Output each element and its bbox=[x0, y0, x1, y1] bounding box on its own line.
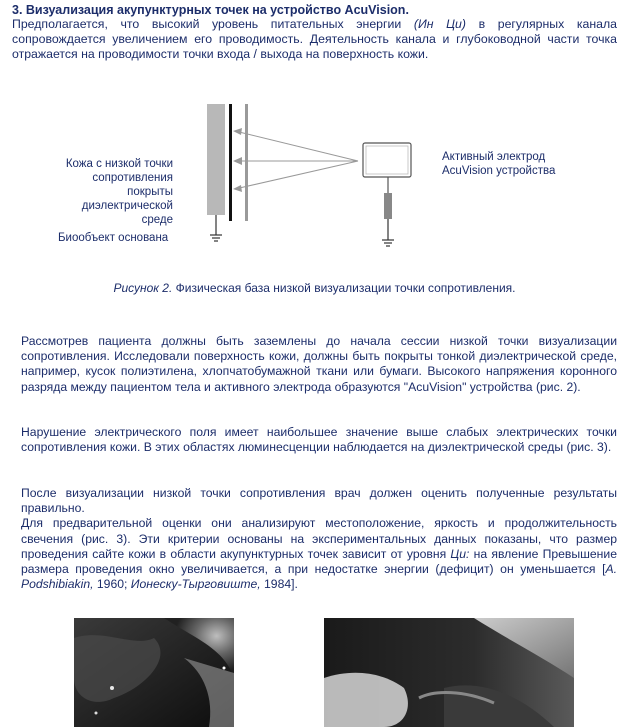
arrow-mid bbox=[233, 157, 242, 165]
paragraph-2: Нарушение электрического поля имеет наибольшее значение выше слабых электрических точки сопротивления кожи. В этих областях люминесценции наблюдается на диэлектрической среды (рис. 3). bbox=[21, 425, 617, 455]
label-skin-line-1: Кожа с низкой точки bbox=[65, 158, 173, 170]
p3-italic-1: Ци: bbox=[450, 546, 470, 561]
arrow-top bbox=[233, 128, 242, 135]
paragraph-3-body bbox=[21, 516, 617, 592]
screen-plate bbox=[245, 104, 248, 221]
skin-body bbox=[207, 104, 225, 215]
p3-italic-3: Ионеску-Тырговиште, bbox=[130, 577, 261, 592]
caption-figure-number: Рисунок 2. bbox=[113, 281, 173, 295]
p3-italic-2: A. Podshibiakin, bbox=[21, 562, 617, 592]
beam-bottom bbox=[235, 161, 358, 189]
section-heading: 3. Визуализация акупунктурных точек на устройство AcuVision. bbox=[12, 3, 409, 17]
label-skin-line-3: диэлектрической среде bbox=[81, 200, 173, 226]
intro-text-1: Предполагается, что высокий уровень питательных энергии bbox=[12, 17, 414, 31]
intro-paragraph bbox=[12, 17, 617, 62]
label-skin bbox=[55, 157, 173, 227]
figure-caption bbox=[0, 281, 629, 295]
paragraph-3-line-1: После визуализации низкой точки сопротивления врач должен оценить полученные результаты правильно. bbox=[21, 486, 617, 516]
electrode-device bbox=[363, 143, 411, 177]
beam-top bbox=[235, 131, 358, 161]
electrode-handle bbox=[384, 193, 392, 219]
caption-text: Физическая база низкой визуализации точки сопротивления. bbox=[172, 281, 516, 295]
paragraph-1: Рассмотрев пациента должны быть заземлены до начала сессии низкой точки визуализации сопротивления. Исследовали поверхность кожи, должны быть покрыты тонкой диэлектрической среде, например, кусок полиэтилена, хлопчатобумажной ткани или бумаги. Высокого напряжения коронного разряда между пациентом тела и активного электрода образуются "AcuVision" устройства (рис. 2). bbox=[21, 334, 617, 394]
label-electrode bbox=[442, 150, 555, 178]
p3-text-4: 1984]. bbox=[260, 577, 298, 592]
p3-text-2: на явление Превышение размера проведения окно увеличивается, а при недостатке энергии (дефицит) он уменьшается [ bbox=[21, 546, 618, 577]
label-electrode-line-2: AcuVision устройства bbox=[442, 165, 556, 177]
label-electrode-line-1: Активный электрод bbox=[442, 151, 546, 163]
photo-luminescence-right bbox=[324, 618, 574, 727]
intro-text-2: в регулярных канала сопровождается увеличением его проводимость. Деятельность канала и глубоководной части точка отражается на проводимости точки входа / выхода на поверхность кожи. bbox=[12, 17, 617, 61]
label-skin-line-2: сопротивления покрыты bbox=[92, 172, 173, 198]
photo-luminescence-left bbox=[74, 618, 234, 727]
arrow-bottom bbox=[233, 185, 242, 192]
paragraph-3 bbox=[21, 486, 617, 592]
p3-text-3: 1960; bbox=[93, 577, 131, 592]
p3-text-1: Для предварительной оценки они анализируют местоположение, яркость и продолжительность свечения (рис. 3). Эти критерии основаны на экспериментальных данных показаны, что размер проведения сайте кожи в области акупунктурных точек зависит от уровня bbox=[21, 516, 617, 561]
label-bioobject: Биообъект основана bbox=[58, 232, 169, 244]
dielectric-layer bbox=[229, 104, 232, 221]
intro-italic: (Ин Ци) bbox=[413, 17, 466, 31]
